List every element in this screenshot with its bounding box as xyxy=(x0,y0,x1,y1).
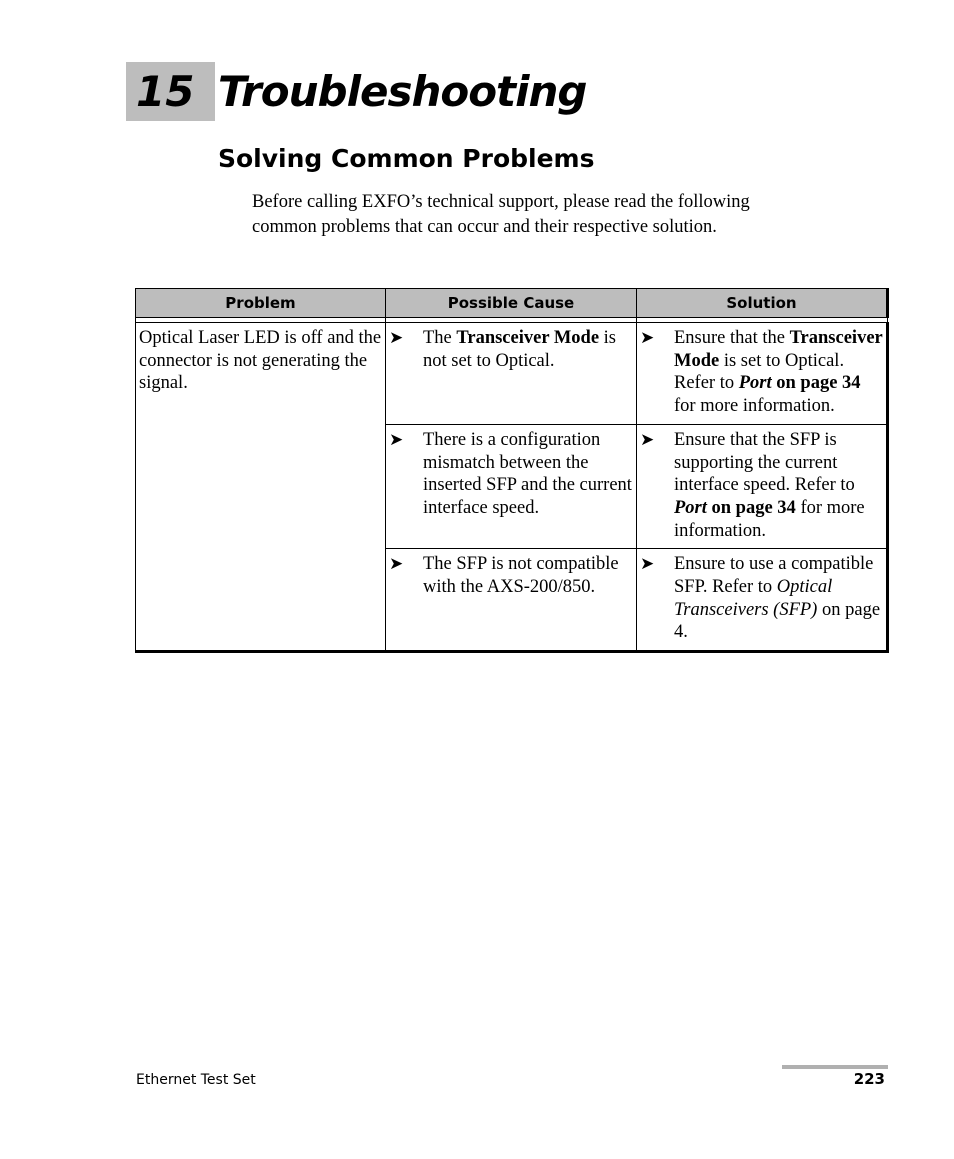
intro-line-2: common problems that can occur and their respective solution. xyxy=(252,217,717,237)
cause-cell: ➤ The SFP is not compatible with the AXS-200/850. xyxy=(386,549,637,652)
cause-cell: ➤ The Transceiver Mode is not set to Optical. xyxy=(386,323,637,425)
solution-cell: ➤ Ensure that the Transceiver Mode is set to Optical. Refer to Port on page 34 for more information. xyxy=(637,323,888,425)
table-row xyxy=(136,323,888,425)
header-solution: Solution xyxy=(637,289,888,318)
arrow-bullet-icon: ➤ xyxy=(389,554,404,575)
arrow-bullet-icon: ➤ xyxy=(389,328,404,348)
page-number: 223 xyxy=(853,1070,885,1088)
arrow-bullet-icon: ➤ xyxy=(389,429,404,450)
solution-cell: ➤ Ensure to use a compatible SFP. Refer to Optical Transceivers (SFP) on page 4. xyxy=(637,549,888,652)
footer-rule xyxy=(782,1065,888,1069)
header-problem: Problem xyxy=(136,289,386,318)
port-reference: Port xyxy=(738,373,772,394)
section-title: Solving Common Problems xyxy=(218,144,595,173)
chapter-number: 15 xyxy=(136,67,195,116)
port-reference: Port xyxy=(674,497,707,518)
footer-product-name: Ethernet Test Set xyxy=(136,1072,256,1088)
intro-line-1: Before calling EXFO’s technical support, please read the following xyxy=(252,192,750,212)
sfp-reference: Optical Transceivers (SFP) xyxy=(674,577,833,620)
cause-cell: ➤ There is a configuration mismatch between the inserted SFP and the current interface speed. xyxy=(386,424,637,549)
table-header-row xyxy=(136,289,888,318)
arrow-bullet-icon: ➤ xyxy=(640,429,655,450)
intro-paragraph xyxy=(252,190,852,240)
troubleshooting-table xyxy=(135,288,889,653)
arrow-bullet-icon: ➤ xyxy=(640,328,655,348)
problem-cell: Optical Laser LED is off and the connector is not generating the signal. xyxy=(136,323,386,652)
header-possible-cause: Possible Cause xyxy=(386,289,637,318)
arrow-bullet-icon: ➤ xyxy=(640,554,655,575)
solution-cell: ➤ Ensure that the SFP is supporting the current interface speed. Refer to Port on page 34 for more information. xyxy=(637,424,888,549)
chapter-title: Troubleshooting xyxy=(218,67,587,116)
